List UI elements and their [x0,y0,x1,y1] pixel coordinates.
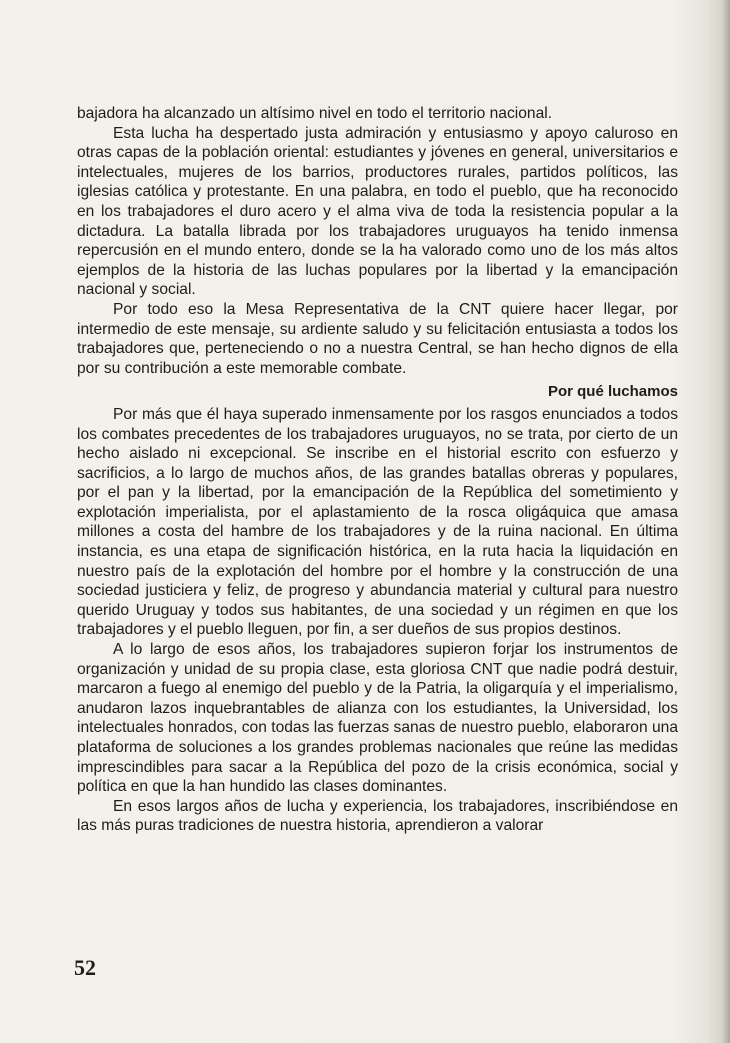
page-edge-shadow [722,0,730,1043]
paragraph-mesa-representativa: Por todo eso la Mesa Representativa de la CNT quiere hacer llegar, por intermedio de este mensaje, su ardiente saludo y su felicitación entusiasta a todos los trabajadores que, perteneciendo o no a nuestra Central, se han hecho dignos de ella por su contribución a este memorable combate. [77,300,678,377]
section-heading: Por qué luchamos [547,383,678,401]
paragraph-experiencia: En esos largos años de lucha y experiencia, los trabajadores, inscribiéndose en las más puras tradiciones de nuestra historia, aprendieron a valorar [77,797,678,835]
paragraph-historial: Por más que él haya superado inmensamente por los rasgos enunciados a todos los combates precedentes de los trabajadores uruguayos, no se trata, por cierto de un hecho aislado ni excepcional. Se inscribe en el historial escrito con esfuerzo y sacrificios, a lo largo de muchos años, de las grandes batallas obreras y populares, por el pan y la libertad, por la emancipación de la República del sometimiento y explotación imperialista, por el aplastamiento de la rosca oligáquica que amasa millones a costa del hambre de los trabajadores y de la ruina nacional. En última instancia, es una etapa de significación histórica, en la ruta hacia la liquidación en nuestro país de la explotación del hombre por el hombre y la construcción de una sociedad justiciera y feliz, de progreso y abundancia material y cultural para nuestro querido Uruguay y todos sus habitantes, de una sociedad y un régimen en que los trabajadores y el pueblo lleguen, por fin, a ser dueños de sus propios destinos. [77,405,678,639]
paragraph-admiracion: Esta lucha ha despertado justa admiración y entusiasmo y apoyo caluroso en otras capas de la población oriental: estudiantes y jóvenes en general, universitarios e intelectuales, mujeres de los barrios, productores rurales, partidos políticos, las iglesias católica y protestante. En una palabra, en todo el pueblo, que ha reconocido en los trabajadores el duro acero y el alma viva de toda la resistencia popular a la dictadura. La batalla librada por los trabajadores uruguayos ha tenido inmensa repercusión en el mundo entero, donde se la ha valorado como uno de los más altos ejemplos de la historia de las luchas populares por la libertad y la emancipación nacional y social. [77,124,678,299]
paragraph-organizacion: A lo largo de esos años, los trabajadores supieron forjar los instrumentos de organización y unidad de su propia clase, esta gloriosa CNT que nadie podrá destuir, marcaron a fuego al enemigo del pueblo y de la Patria, la oligarquía y el imperialismo, anudaron lazos inquebrantables de alianza con los estudiantes, la Universidad, los intelectuales honrados, con todas las fuerzas sanas de nuestro pueblo, elaboraron una plataforma de soluciones a los grandes problemas nacionales que reúne las medidas imprescindibles para sacar a la República del pozo de la crisis económica, social y política en que la han hundido las clases dominantes. [77,641,678,796]
page-number: 52 [74,955,96,980]
continued-line: bajadora ha alcanzado un altísimo nivel en todo el territorio nacional. [77,105,553,122]
page-body [77,104,678,836]
